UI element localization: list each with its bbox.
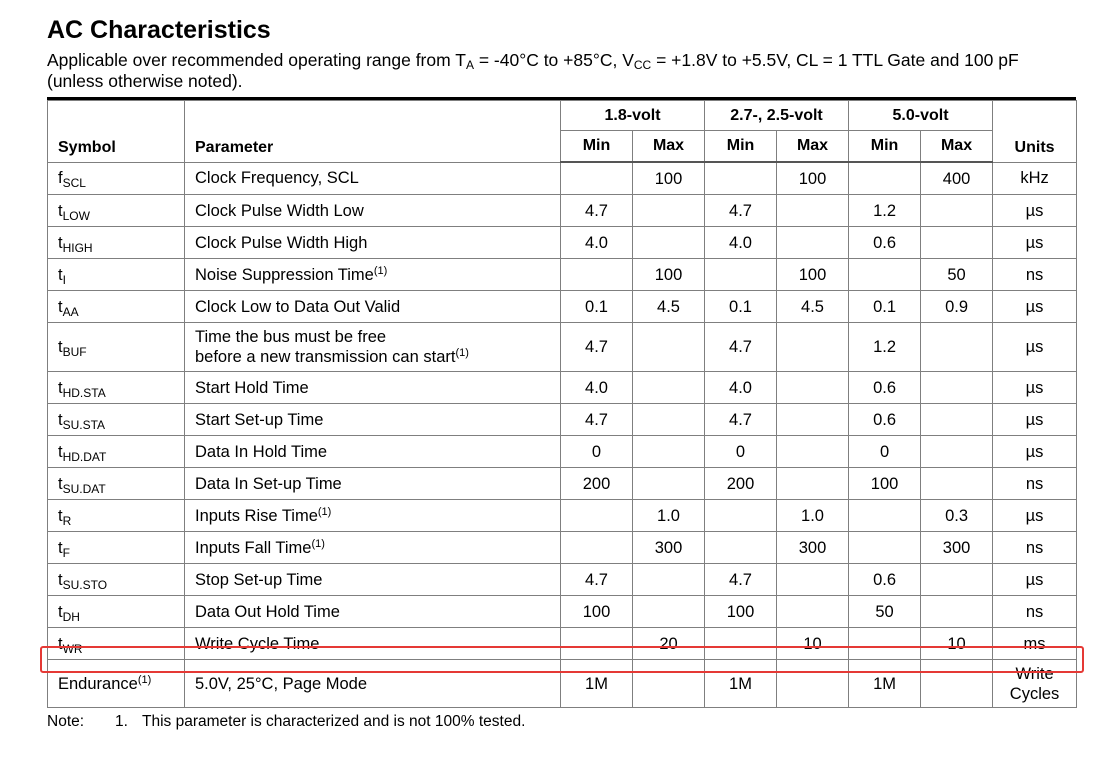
header-symbol: Symbol [48,101,185,163]
min-value-cell [849,162,921,195]
min-value-cell: 4.0 [705,372,777,404]
header-min: Min [561,131,633,163]
parameter-cell [185,564,561,596]
footnote-ref: (1) [455,347,469,359]
max-value-cell [633,436,705,468]
symbol-subscript: R [62,513,72,528]
max-value-cell: 4.5 [633,291,705,323]
symbol-cell [48,436,185,468]
max-value-cell [921,372,993,404]
symbol-cell [48,468,185,500]
units-line2: Cycles [1009,684,1060,703]
symbol-cell [48,323,185,372]
symbol-base: t [58,538,63,557]
symbol-cell [48,564,185,596]
max-value-cell [633,468,705,500]
symbol-cell [48,372,185,404]
max-value-cell [633,195,705,227]
min-value-cell: 0 [561,436,633,468]
max-value-cell [777,323,849,372]
min-value-cell: 4.7 [561,404,633,436]
units-cell: ms [993,628,1077,660]
header-units: Units [993,101,1077,163]
table-row-endurance [48,660,1077,708]
max-value-cell: 10 [777,628,849,660]
symbol-subscript: SCL [62,176,86,191]
units-cell [993,660,1077,708]
symbol-base: t [58,474,63,493]
units-cell: µs [993,404,1077,436]
max-value-cell [921,468,993,500]
symbol-base: t [58,506,63,525]
symbol-base: f [58,169,63,188]
parameter-text: Clock Low to Data Out Valid [195,297,401,316]
min-value-cell: 100 [561,596,633,628]
endurance-label: Endurance [58,674,138,693]
min-value-cell [705,532,777,564]
min-value-cell: 4.7 [705,564,777,596]
header-group-2v7: 2.7-, 2.5-volt [705,101,849,131]
units-cell: µs [993,195,1077,227]
max-value-cell [921,596,993,628]
units-cell: µs [993,436,1077,468]
table-row [48,162,1077,195]
units-cell: µs [993,372,1077,404]
max-value-cell [921,195,993,227]
min-value-cell: 0.1 [561,291,633,323]
table-body [48,162,1077,708]
min-value-cell: 1M [561,660,633,708]
table-row [48,227,1077,259]
parameter-text: Clock Pulse Width Low [195,201,364,220]
symbol-subscript: I [62,272,66,287]
parameter-text: Start Set-up Time [195,410,324,429]
table-row [48,291,1077,323]
parameter-text: Write Cycle Time [195,634,320,653]
min-value-cell: 200 [705,468,777,500]
min-value-cell: 1.2 [849,323,921,372]
parameter-cell [185,195,561,227]
header-group-5v0: 5.0-volt [849,101,993,131]
units-cell: ns [993,259,1077,291]
table-row [48,564,1077,596]
max-value-cell [633,564,705,596]
min-value-cell [849,532,921,564]
symbol-base: t [58,442,63,461]
max-value-cell: 100 [777,162,849,195]
units-cell: ns [993,468,1077,500]
max-value-cell: 100 [633,259,705,291]
min-value-cell: 4.7 [561,564,633,596]
page-title: AC Characteristics [47,16,271,44]
min-value-cell: 4.7 [561,195,633,227]
symbol-subscript: AA [62,304,79,319]
table-row [48,195,1077,227]
symbol-base: t [58,570,63,589]
units-cell: µs [993,500,1077,532]
table-row [48,628,1077,660]
parameter-text: Start Hold Time [195,378,309,397]
symbol-cell [48,500,185,532]
parameter-cell [185,532,561,564]
min-value-cell [561,500,633,532]
max-value-cell [777,660,849,708]
min-value-cell [705,259,777,291]
parameter-cell [185,372,561,404]
symbol-cell [48,162,185,195]
note-text: This parameter is characterized and is not 100% tested. [142,713,526,730]
parameter-text: Noise Suppression Time [195,265,374,284]
footnote-ref: (1) [373,264,388,277]
table-row [48,596,1077,628]
symbol-base: t [58,297,63,316]
min-value-cell: 4.7 [705,404,777,436]
max-value-cell: 300 [633,532,705,564]
min-value-cell [849,500,921,532]
min-value-cell: 1M [849,660,921,708]
max-value-cell [777,596,849,628]
max-value-cell: 20 [633,628,705,660]
min-value-cell: 4.7 [705,195,777,227]
header-parameter: Parameter [185,101,561,163]
min-value-cell: 0 [849,436,921,468]
min-value-cell: 100 [849,468,921,500]
max-value-cell [921,660,993,708]
units-cell: µs [993,291,1077,323]
min-value-cell [705,628,777,660]
units-cell: kHz [993,162,1077,195]
units-cell: ns [993,532,1077,564]
footnote-ref: (1) [137,673,152,686]
min-value-cell [705,162,777,195]
max-value-cell: 1.0 [777,500,849,532]
max-value-cell [921,404,993,436]
min-value-cell: 50 [849,596,921,628]
min-value-cell [705,500,777,532]
symbol-base: t [58,233,63,252]
max-value-cell [633,227,705,259]
symbol-subscript: HD.STA [62,385,106,400]
header-max: Max [777,131,849,163]
symbol-base: t [58,265,63,284]
min-value-cell [561,162,633,195]
symbol-subscript: HD.DAT [62,449,107,464]
max-value-cell [633,660,705,708]
max-value-cell [777,564,849,596]
symbol-base: t [58,602,63,621]
header-group-1v8: 1.8-volt [561,101,705,131]
table-row [48,500,1077,532]
max-value-cell: 100 [777,259,849,291]
parameter-text: Inputs Rise Time [195,506,318,525]
max-value-cell [921,564,993,596]
min-value-cell [561,532,633,564]
max-value-cell [633,323,705,372]
symbol-subscript: SU.DAT [62,481,106,496]
min-value-cell [561,259,633,291]
min-value-cell: 4.7 [561,323,633,372]
parameter-cell [185,628,561,660]
intro-mid: = -40°C to +85°C, V [473,50,634,70]
max-value-cell [777,436,849,468]
parameter-cell [185,291,561,323]
note-number: 1. [115,713,128,730]
parameter-text: Clock Frequency, SCL [195,169,359,188]
parameter-cell [185,259,561,291]
symbol-base: t [58,634,63,653]
min-value-cell: 0 [705,436,777,468]
symbol-subscript: F [62,545,70,560]
symbol-cell [48,259,185,291]
min-value-cell: 0.6 [849,564,921,596]
parameter-text: Clock Pulse Width High [195,233,368,252]
symbol-cell [48,532,185,564]
max-value-cell [633,372,705,404]
parameter-text: Inputs Fall Time [195,538,312,557]
min-value-cell: 0.1 [705,291,777,323]
symbol-cell [48,596,185,628]
header-max: Max [921,131,993,163]
max-value-cell [633,596,705,628]
symbol-subscript: LOW [62,208,90,223]
table-row [48,323,1077,372]
parameter-text-line2: before a new transmission can start [195,348,456,366]
min-value-cell: 0.6 [849,227,921,259]
symbol-subscript: DH [62,609,80,624]
intro-text [47,50,1077,92]
min-value-cell [849,259,921,291]
max-value-cell [633,404,705,436]
intro-prefix: Applicable over recommended operating range from T [47,50,466,70]
parameter-cell [185,436,561,468]
max-value-cell [777,468,849,500]
intro-vcc-sub: CC [633,58,652,72]
parameter-text: Data In Hold Time [195,442,328,461]
symbol-subscript: WR [62,641,83,656]
table-row [48,436,1077,468]
max-value-cell: 300 [777,532,849,564]
symbol-base: t [58,410,63,429]
min-value-cell: 1.2 [849,195,921,227]
max-value-cell: 0.3 [921,500,993,532]
symbol-cell [48,404,185,436]
table-row [48,468,1077,500]
symbol-cell [48,227,185,259]
min-value-cell [561,628,633,660]
parameter-cell [185,596,561,628]
parameter-text: Data Out Hold Time [195,602,340,621]
page [47,14,1077,732]
units-cell: µs [993,227,1077,259]
parameter-text: Stop Set-up Time [195,570,323,589]
ac-characteristics-table [47,100,1077,708]
units-cell: ns [993,596,1077,628]
parameter-cell [185,468,561,500]
units-cell: µs [993,564,1077,596]
symbol-cell [48,195,185,227]
min-value-cell: 4.0 [705,227,777,259]
max-value-cell: 0.9 [921,291,993,323]
symbol-base: t [58,378,63,397]
note-label: Note: [47,713,85,730]
parameter-cell [185,323,561,372]
max-value-cell [921,436,993,468]
footnote-ref: (1) [317,505,332,518]
max-value-cell: 10 [921,628,993,660]
parameter-text: Time the bus must be free [195,328,387,346]
table-row [48,404,1077,436]
symbol-base: t [58,201,63,220]
symbol-subscript: BUF [62,345,87,359]
parameter-cell [185,162,561,195]
min-value-cell: 4.0 [561,372,633,404]
symbol-cell [48,291,185,323]
max-value-cell [777,372,849,404]
symbol-subscript: SU.STO [62,577,108,592]
units-cell: µs [993,323,1077,372]
parameter-cell [185,404,561,436]
parameter-text: Data In Set-up Time [195,474,342,493]
symbol-cell [48,660,185,708]
parameter-cell [185,500,561,532]
max-value-cell: 4.5 [777,291,849,323]
units-line1: Write [1015,664,1054,683]
intro-ta-sub: A [465,58,474,72]
min-value-cell: 0.6 [849,404,921,436]
max-value-cell: 50 [921,259,993,291]
parameter-cell: 5.0V, 25°C, Page Mode [185,660,561,708]
header-max: Max [633,131,705,163]
table-row [48,372,1077,404]
min-value-cell: 100 [705,596,777,628]
header-min: Min [705,131,777,163]
max-value-cell [777,195,849,227]
symbol-base: t [58,338,63,356]
min-value-cell: 4.7 [705,323,777,372]
table-row [48,532,1077,564]
symbol-subscript: HIGH [62,240,93,255]
max-value-cell [777,404,849,436]
max-value-cell [777,227,849,259]
min-value-cell: 4.0 [561,227,633,259]
min-value-cell [849,628,921,660]
max-value-cell: 100 [633,162,705,195]
max-value-cell [921,227,993,259]
footnote [47,712,1077,732]
symbol-subscript: SU.STA [62,417,106,432]
parameter-cell [185,227,561,259]
header-min: Min [849,131,921,163]
max-value-cell: 1.0 [633,500,705,532]
max-value-cell: 300 [921,532,993,564]
min-value-cell: 0.6 [849,372,921,404]
min-value-cell: 1M [705,660,777,708]
min-value-cell: 0.1 [849,291,921,323]
max-value-cell: 400 [921,162,993,195]
symbol-cell [48,628,185,660]
table-row [48,259,1077,291]
max-value-cell [921,323,993,372]
intro-suffix: = +1.8V to +5.5V, CL = 1 TTL Gate and 100 pF (unless otherwise noted). [47,50,1019,91]
min-value-cell: 200 [561,468,633,500]
footnote-ref: (1) [311,537,325,550]
